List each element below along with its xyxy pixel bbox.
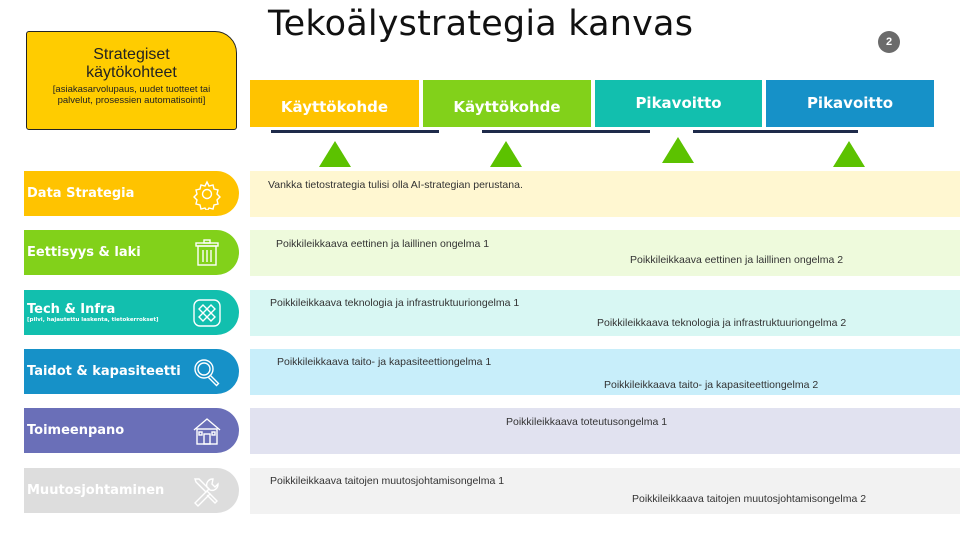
row-area-toimeenpano (250, 408, 960, 454)
row-pill-eettisyys-laki (24, 230, 239, 275)
divider-line-2 (482, 130, 650, 133)
use-case-box-1: Käyttökohde (250, 80, 419, 127)
divider-line-1 (271, 130, 439, 133)
row-pill-taidot-kapasiteetti (24, 349, 239, 394)
divider-line-3 (693, 130, 858, 133)
triangle-marker-3 (662, 137, 694, 163)
triangle-marker-4 (833, 141, 865, 167)
row-text: Poikkileikkaava taito- ja kapasiteettiongelma 1 (277, 356, 492, 368)
row-area-taidot-kapasiteetti (250, 349, 960, 395)
magnifier-icon (191, 356, 223, 388)
strategy-box-subtitle: [asiakasarvolupaus, uudet tuotteet tai palvelut, prosessien automatisointi] (52, 84, 211, 106)
triangle-marker-1 (319, 141, 351, 167)
tools-icon (191, 475, 223, 507)
row-text: Poikkileikkaava teknologia ja infrastruktuuriongelma 1 (270, 297, 520, 309)
row-text: Poikkileikkaava taitojen muutosjohtamisongelma 2 (632, 493, 867, 505)
row-label: Tech & Infra (27, 301, 116, 317)
strategy-box-title: Strategiset käytökohteet (86, 46, 177, 81)
row-label: Eettisyys & laki (27, 245, 141, 260)
row-text: Poikkileikkaava taitojen muutosjohtamisongelma 1 (270, 475, 505, 487)
gear-icon (191, 178, 223, 210)
row-text: Poikkileikkaava eettinen ja laillinen ongelma 2 (630, 254, 844, 266)
bandage-icon (191, 297, 223, 329)
row-text: Poikkileikkaava teknologia ja infrastruktuuriongelma 2 (597, 317, 847, 329)
row-pill-data-strategia (24, 171, 239, 216)
row-text: Poikkileikkaava toteutusongelma 1 (506, 416, 668, 428)
use-case-box-2: Käyttökohde (423, 80, 591, 127)
use-case-box-4: Pikavoitto (766, 80, 934, 127)
page-title: Tekoälystrategia kanvas (268, 4, 694, 44)
row-area-eettisyys-laki (250, 230, 960, 276)
row-label: Data Strategia (27, 186, 135, 201)
triangle-marker-2 (490, 141, 522, 167)
row-sublabel: [pilvi, hajautettu laskenta, tietokerrokset] (27, 316, 159, 323)
row-pill-toimeenpano (24, 408, 239, 453)
row-label: Toimeenpano (27, 423, 125, 438)
row-area-muutosjohtaminen (250, 468, 960, 514)
house-icon (191, 415, 223, 447)
use-case-box-3: Pikavoitto (595, 80, 762, 127)
row-area-tech-infra (250, 290, 960, 336)
page-number-badge: 2 (878, 31, 900, 53)
row-text: Poikkileikkaava taito- ja kapasiteettiongelma 2 (604, 379, 819, 391)
row-area-data-strategia (250, 171, 960, 217)
row-text: Poikkileikkaava eettinen ja laillinen ongelma 1 (276, 238, 490, 250)
row-label: Taidot & kapasiteetti (27, 364, 181, 379)
row-pill-tech-infra (24, 290, 239, 335)
trash-bin-icon (191, 237, 223, 269)
row-label: Muutosjohtaminen (27, 483, 165, 498)
row-text: Vankka tietostrategia tulisi olla AI-strategian perustana. (268, 179, 523, 191)
row-pill-muutosjohtaminen (24, 468, 239, 513)
strategy-box (26, 31, 237, 130)
